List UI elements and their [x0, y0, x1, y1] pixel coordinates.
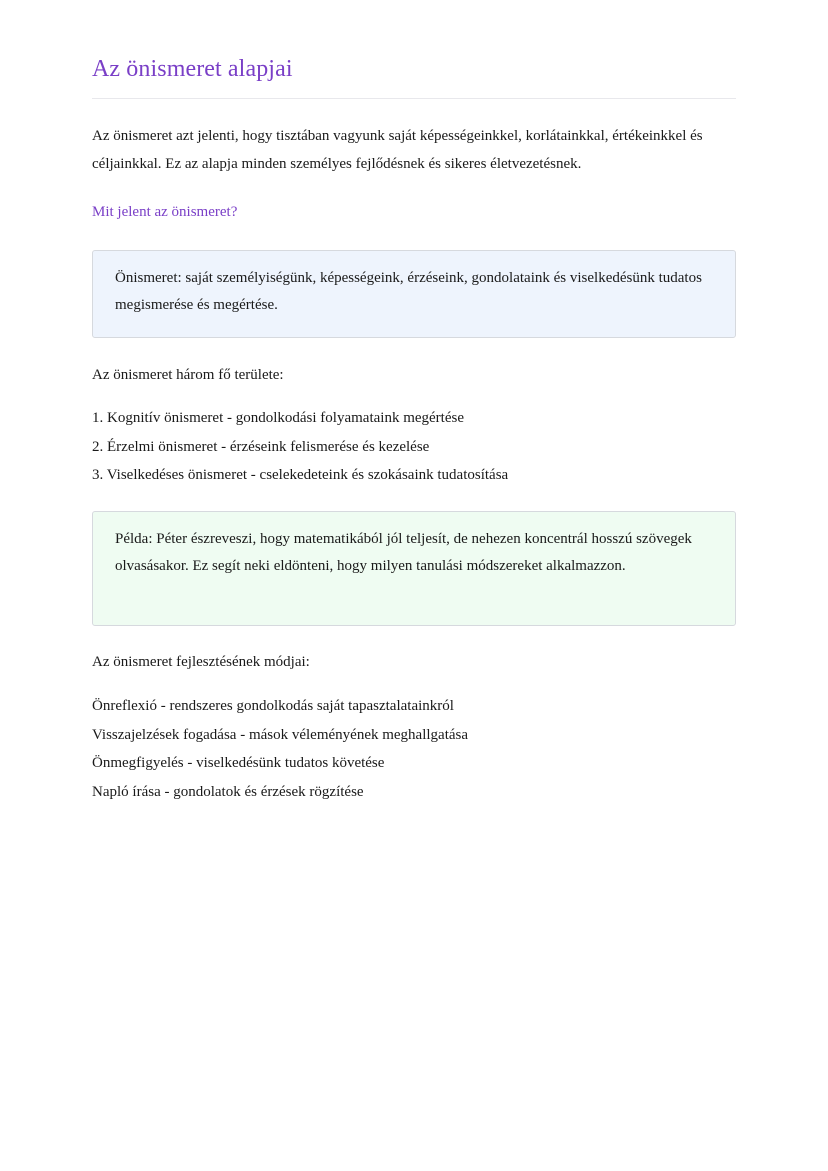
list-item: 3. Viselkedéses önismeret - cselekedeteink és szokásaink tudatosítása — [92, 467, 509, 483]
list-item: 2. Érzelmi önismeret - érzéseink felismerése és kezelése — [92, 438, 430, 455]
list-item: Napló írása - gondolatok és érzések rögzítése — [92, 783, 364, 800]
areas-list — [92, 404, 508, 490]
list-item: Visszajelzések fogadása - mások véleményének meghallgatása — [92, 726, 469, 743]
list-item: 1. Kognitív önismeret - gondolkodási folyamataink megértése — [92, 410, 464, 426]
page-title: Az önismeret alapjai — [92, 56, 293, 82]
intro-paragraph: Az önismeret azt jelenti, hogy tisztában vagyunk saját képességeinkkel, korlátainkkal, értékeinkkel és céljainkkal. Ez az alapja minden személyes fejlődésnek és sikeres életvezetésnek. — [92, 128, 703, 172]
methods-list — [92, 692, 468, 806]
list-item: Önreflexió - rendszeres gondolkodás saját tapasztalatainkról — [92, 698, 454, 714]
section-heading: Mit jelent az önismeret? — [92, 204, 238, 220]
areas-intro: Az önismeret három fő területe: — [92, 367, 284, 383]
methods-intro: Az önismeret fejlesztésének módjai: — [92, 654, 310, 670]
example-text: Példa: Péter észreveszi, hogy matematikából jól teljesít, de nehezen koncentrál hosszú szövegek olvasásakor. Ez segít neki eldönteni, hogy milyen tanulási módszereket alkalmazzon. — [115, 531, 692, 574]
title-divider — [92, 98, 736, 99]
definition-text: Önismeret: saját személyiségünk, képességeink, érzéseink, gondolataink és viselkedésünk tudatos megismerése és megértése. — [115, 270, 702, 313]
list-item: Önmegfigyelés - viselkedésünk tudatos követése — [92, 755, 385, 771]
definition-box — [92, 250, 736, 338]
example-box — [92, 511, 736, 626]
